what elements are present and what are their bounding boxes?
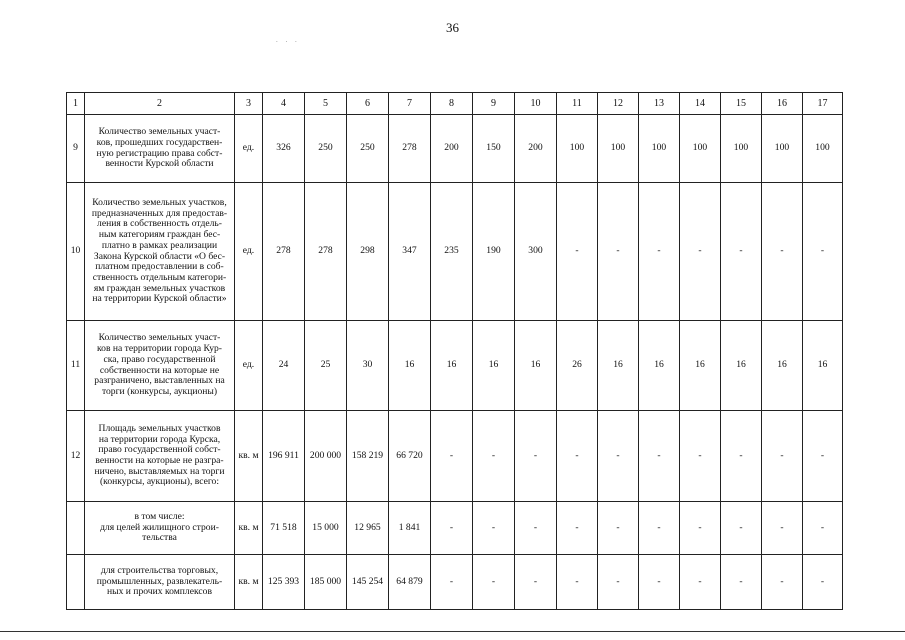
value-cell: 30 xyxy=(347,321,389,411)
value-cell: 200 000 xyxy=(305,411,347,502)
value-cell: 145 254 xyxy=(347,555,389,610)
value-cell: 16 xyxy=(431,321,473,411)
header-cell: 2 xyxy=(85,93,235,115)
description-line: ям граждан земельных участков xyxy=(93,282,226,294)
row-number xyxy=(67,555,85,610)
description-line: ную регистрацию права собст- xyxy=(96,147,223,159)
value-cell: - xyxy=(431,411,473,502)
value-cell: 250 xyxy=(305,115,347,183)
description-line: венности на которые не разгра- xyxy=(95,455,224,466)
description-line: ных и прочих комплексов xyxy=(107,586,212,598)
description-line: Количество земельных участ- xyxy=(98,126,221,138)
description-line: разграничено, выставленных на xyxy=(94,375,225,387)
header-cell: 16 xyxy=(762,93,803,115)
header-cell: 7 xyxy=(389,93,431,115)
value-cell: 16 xyxy=(473,321,515,411)
value-cell: 26 xyxy=(557,321,598,411)
header-cell: 1 xyxy=(67,93,85,115)
header-cell: 4 xyxy=(263,93,305,115)
description-line: платно в рамках реализации xyxy=(101,239,218,251)
value-cell: - xyxy=(680,502,721,555)
value-cell: - xyxy=(762,502,803,555)
description-line: (конкурсы, аукционы), всего: xyxy=(99,476,220,488)
table-row xyxy=(67,502,843,555)
value-cell: 196 911 xyxy=(263,411,305,502)
value-cell: 347 xyxy=(389,183,431,321)
value-cell: - xyxy=(639,555,680,610)
header-cell: 5 xyxy=(305,93,347,115)
value-cell: - xyxy=(803,502,843,555)
table-row xyxy=(67,411,843,502)
row-unit: ед. xyxy=(235,183,263,321)
value-cell: 100 xyxy=(803,115,843,183)
value-cell: - xyxy=(803,411,843,502)
row-number: 12 xyxy=(67,411,85,502)
description-line: Количество земельных участ- xyxy=(98,332,221,344)
value-cell: - xyxy=(680,411,721,502)
description-line: ным категориям граждан бес- xyxy=(98,229,221,241)
table-row xyxy=(67,183,843,321)
description-line: промышленных, развлекатель- xyxy=(96,575,223,587)
value-cell: 125 393 xyxy=(263,555,305,610)
value-cell: - xyxy=(803,555,843,610)
page-number: 36 xyxy=(446,20,459,35)
scan-artifact: . . . xyxy=(276,36,300,44)
value-cell: 16 xyxy=(639,321,680,411)
description-line: для целей жилищного строи- xyxy=(100,521,219,533)
value-cell: - xyxy=(762,183,803,321)
value-cell: 185 000 xyxy=(305,555,347,610)
page-bottom-border xyxy=(0,631,905,632)
value-cell: - xyxy=(598,555,639,610)
value-cell: 190 xyxy=(473,183,515,321)
value-cell: 100 xyxy=(639,115,680,183)
description-line: право государственной собст- xyxy=(98,444,221,456)
value-cell: - xyxy=(680,555,721,610)
description-line: собственности на которые не xyxy=(99,364,220,376)
description-line: ков на территории города Кур- xyxy=(96,343,222,355)
value-cell: 158 219 xyxy=(347,411,389,502)
value-cell: 100 xyxy=(557,115,598,183)
value-cell: - xyxy=(803,183,843,321)
row-description xyxy=(85,183,235,321)
value-cell: 278 xyxy=(305,183,347,321)
row-number: 10 xyxy=(67,183,85,321)
description-line: Площадь земельных участков xyxy=(98,422,221,434)
value-cell: - xyxy=(639,502,680,555)
value-cell: - xyxy=(431,502,473,555)
value-cell: 16 xyxy=(762,321,803,411)
value-cell: - xyxy=(557,183,598,321)
header-cell: 6 xyxy=(347,93,389,115)
header-row xyxy=(67,93,843,115)
value-cell: 298 xyxy=(347,183,389,321)
header-cell: 13 xyxy=(639,93,680,115)
value-cell: 200 xyxy=(431,115,473,183)
header-cell: 11 xyxy=(557,93,598,115)
row-number: 9 xyxy=(67,115,85,183)
description-line: для строительства торговых, xyxy=(100,564,219,576)
value-cell: - xyxy=(639,183,680,321)
value-cell: - xyxy=(680,183,721,321)
value-cell: 66 720 xyxy=(389,411,431,502)
row-unit: кв. м xyxy=(235,555,263,610)
value-cell: - xyxy=(557,411,598,502)
value-cell: 278 xyxy=(263,183,305,321)
value-cell: 16 xyxy=(680,321,721,411)
description-line: венности Курской области xyxy=(105,158,214,170)
value-cell: 16 xyxy=(803,321,843,411)
value-cell: 300 xyxy=(515,183,557,321)
description-line: на территории Курской области» xyxy=(92,293,227,305)
row-description xyxy=(85,555,235,610)
header-cell: 14 xyxy=(680,93,721,115)
row-unit: кв. м xyxy=(235,502,263,555)
value-cell: 200 xyxy=(515,115,557,183)
header-cell: 15 xyxy=(721,93,762,115)
value-cell: 278 xyxy=(389,115,431,183)
value-cell: 326 xyxy=(263,115,305,183)
table-row xyxy=(67,115,843,183)
value-cell: 15 000 xyxy=(305,502,347,555)
value-cell: 12 965 xyxy=(347,502,389,555)
value-cell: - xyxy=(515,502,557,555)
header-cell: 8 xyxy=(431,93,473,115)
row-description xyxy=(85,321,235,411)
value-cell: 100 xyxy=(762,115,803,183)
value-cell: - xyxy=(515,411,557,502)
value-cell: 235 xyxy=(431,183,473,321)
row-description xyxy=(85,411,235,502)
value-cell: 25 xyxy=(305,321,347,411)
description-line: предназначенных для предостав- xyxy=(91,207,228,219)
header-cell: 9 xyxy=(473,93,515,115)
value-cell: 100 xyxy=(721,115,762,183)
header-cell: 3 xyxy=(235,93,263,115)
header-cell: 17 xyxy=(803,93,843,115)
value-cell: - xyxy=(721,555,762,610)
description-line: тельства xyxy=(142,532,177,544)
value-cell: - xyxy=(557,502,598,555)
value-cell: 100 xyxy=(598,115,639,183)
description-line: ков, прошедших государствен- xyxy=(96,136,223,148)
description-line: платном предоставлении в соб- xyxy=(95,261,224,273)
value-cell: 24 xyxy=(263,321,305,411)
value-cell: 16 xyxy=(515,321,557,411)
value-cell: 150 xyxy=(473,115,515,183)
row-description xyxy=(85,115,235,183)
header-cell: 12 xyxy=(598,93,639,115)
value-cell: 100 xyxy=(680,115,721,183)
value-cell: 1 841 xyxy=(389,502,431,555)
value-cell: - xyxy=(557,555,598,610)
value-cell: - xyxy=(762,411,803,502)
description-line: Количество земельных участков, xyxy=(92,196,227,208)
description-line: торги (конкурсы, аукционы) xyxy=(101,385,218,397)
value-cell: - xyxy=(515,555,557,610)
value-cell: - xyxy=(721,183,762,321)
description-line: Закона Курской области «О бес- xyxy=(93,250,226,262)
header-cell: 10 xyxy=(515,93,557,115)
row-number: 11 xyxy=(67,321,85,411)
description-line: ска, право государственной xyxy=(103,353,216,365)
value-cell: - xyxy=(598,183,639,321)
value-cell: 16 xyxy=(389,321,431,411)
value-cell: 64 879 xyxy=(389,555,431,610)
value-cell: - xyxy=(473,555,515,610)
value-cell: - xyxy=(473,411,515,502)
row-unit: ед. xyxy=(235,115,263,183)
value-cell: - xyxy=(473,502,515,555)
row-number xyxy=(67,502,85,555)
value-cell: - xyxy=(598,411,639,502)
value-cell: - xyxy=(598,502,639,555)
description-line: на территории города Курска, xyxy=(98,433,221,445)
description-line: в том числе: xyxy=(134,510,185,522)
value-cell: 250 xyxy=(347,115,389,183)
value-cell: - xyxy=(762,555,803,610)
value-cell: 16 xyxy=(721,321,762,411)
table-row xyxy=(67,555,843,610)
value-cell: - xyxy=(721,411,762,502)
value-cell: - xyxy=(721,502,762,555)
row-description xyxy=(85,502,235,555)
indicator-table xyxy=(66,92,843,610)
value-cell: - xyxy=(431,555,473,610)
value-cell: 71 518 xyxy=(263,502,305,555)
value-cell: - xyxy=(639,411,680,502)
row-unit: кв. м xyxy=(235,411,263,502)
row-unit: ед. xyxy=(235,321,263,411)
description-line: ственность отдельным категори- xyxy=(92,271,227,283)
value-cell: 16 xyxy=(598,321,639,411)
description-line: ления в собственность отдель- xyxy=(97,218,222,230)
table-row xyxy=(67,321,843,411)
description-line: ничено, выставляемых на торги xyxy=(94,465,225,477)
